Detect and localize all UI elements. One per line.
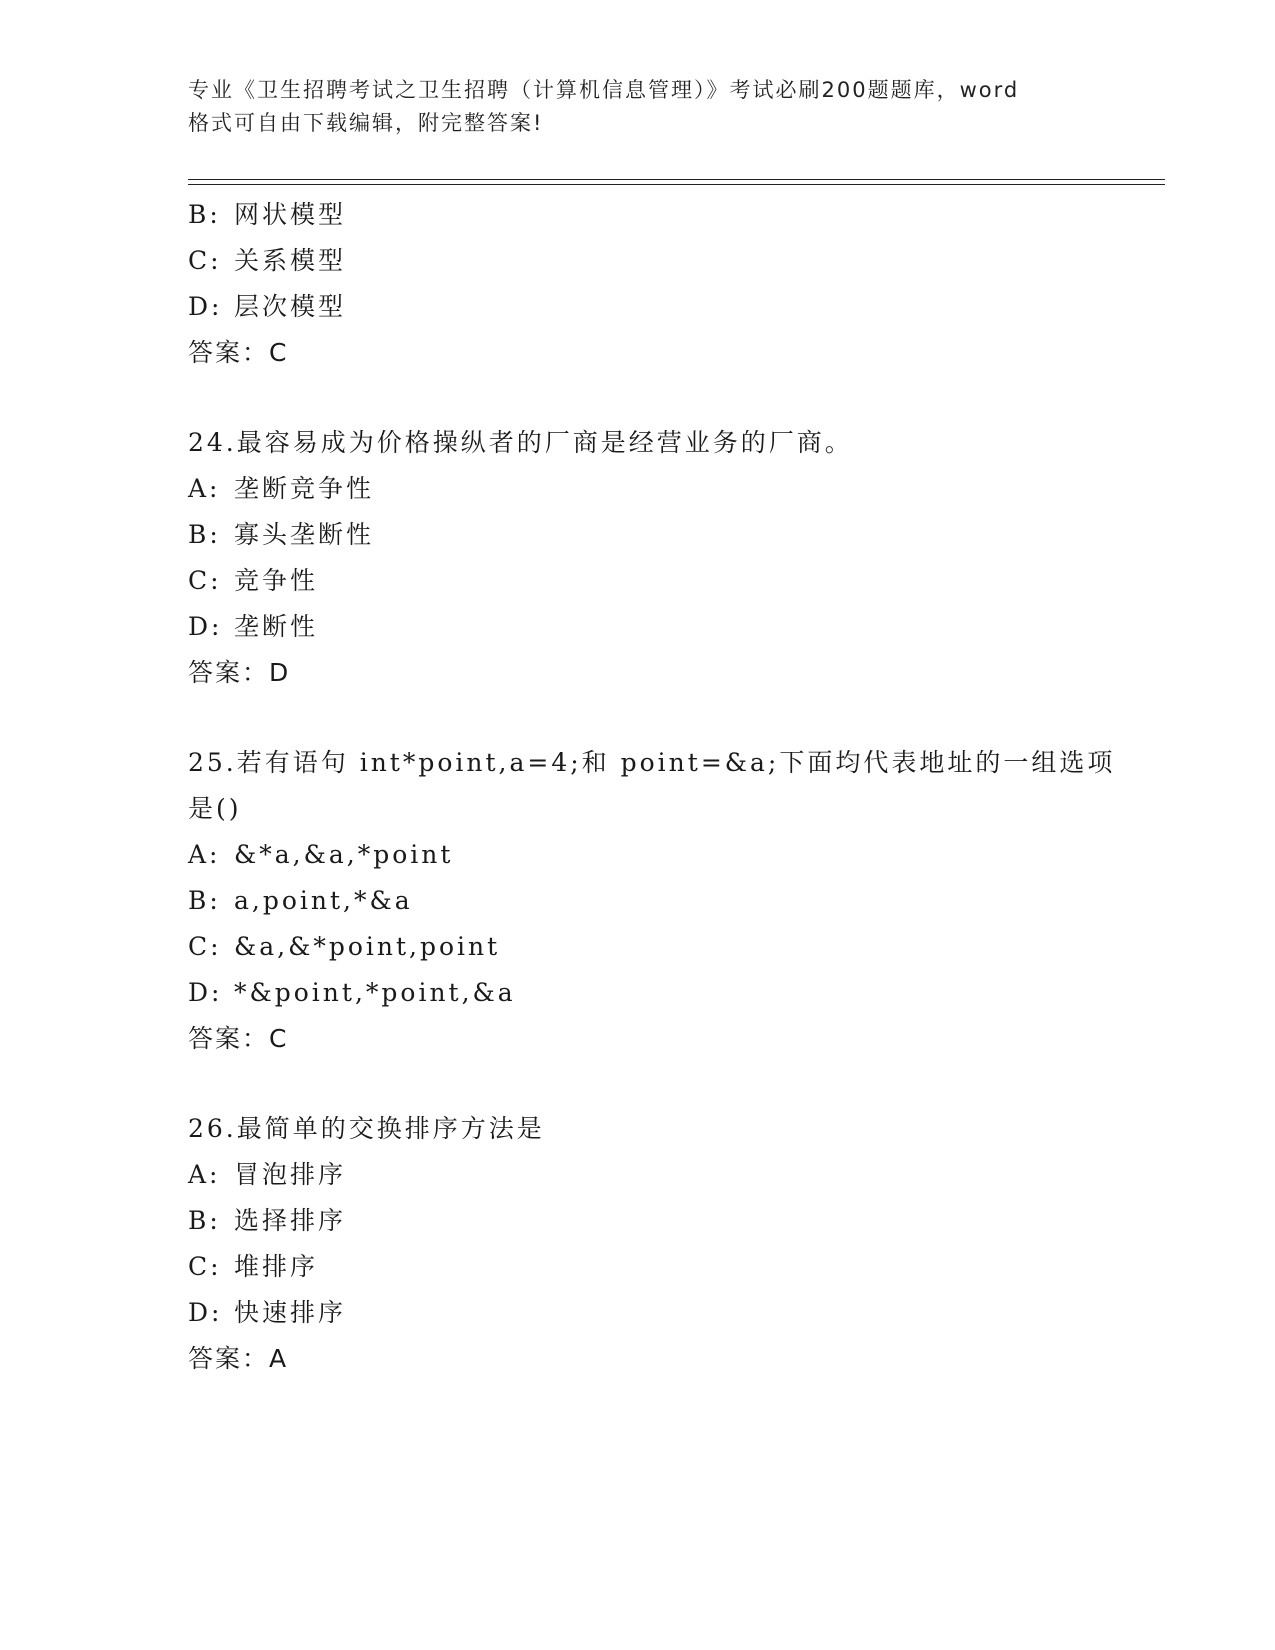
option-key: C: [188, 932, 222, 961]
option-key: B: [188, 520, 221, 549]
option-key: B: [188, 200, 221, 229]
option-text: 寡头垄断性 [234, 520, 375, 549]
question-text-line-2: 是() [188, 794, 242, 823]
option-b [188, 512, 1088, 558]
option-key: D: [188, 612, 223, 641]
option-d [188, 970, 1088, 1016]
option-d [188, 284, 1088, 330]
question-text: 26.最简单的交换排序方法是 [188, 1114, 545, 1143]
option-text: *&point,*point,&a [234, 978, 516, 1007]
option-key: D: [188, 292, 223, 321]
option-key: C: [188, 246, 222, 275]
option-text: 垄断竞争性 [234, 474, 375, 503]
option-text: 竞争性 [234, 566, 319, 595]
option-text: &a,&*point,point [234, 932, 501, 961]
option-text: 冒泡排序 [234, 1160, 347, 1189]
option-key: B: [188, 886, 221, 915]
option-text: 快速排序 [234, 1298, 347, 1327]
option-c [188, 558, 1088, 604]
question-block-25 [188, 740, 1116, 1062]
option-a [188, 1152, 1088, 1198]
option-text: 垄断性 [234, 612, 319, 641]
option-key: D: [188, 1298, 223, 1327]
question-text-line-1: 25.若有语句 int*point,a=4;和 point=&a;下面均代表地址的一组选项 [188, 748, 1116, 777]
option-text: 堆排序 [234, 1252, 319, 1281]
option-d [188, 1290, 1088, 1336]
question-block-26 [188, 1106, 1088, 1382]
option-d [188, 604, 1088, 650]
option-text: a,point,*&a [234, 886, 413, 915]
option-a [188, 832, 1088, 878]
option-a [188, 466, 1088, 512]
header-line-1: 专业《卫生招聘考试之卫生招聘（计算机信息管理）》考试必刷200题题库，word [188, 78, 1020, 102]
option-c [188, 1244, 1088, 1290]
question-block-24 [188, 420, 1088, 696]
question-list [188, 192, 1116, 1382]
option-key: D: [188, 978, 223, 1007]
header-line-2: 格式可自由下载编辑，附完整答案! [188, 111, 544, 135]
option-c [188, 924, 1088, 970]
answer: 答案：C [188, 1024, 289, 1053]
answer: 答案：A [188, 1344, 289, 1373]
option-key: C: [188, 566, 222, 595]
question-block-23 [188, 192, 1088, 376]
option-key: C: [188, 1252, 222, 1281]
option-key: B: [188, 1206, 221, 1235]
option-text: &*a,&a,*point [234, 840, 454, 869]
option-b [188, 878, 1088, 924]
option-key: A: [188, 840, 221, 869]
option-text: 关系模型 [234, 246, 347, 275]
option-text: 层次模型 [234, 292, 347, 321]
option-c [188, 238, 1088, 284]
option-text: 选择排序 [234, 1206, 347, 1235]
option-key: A: [188, 1160, 221, 1189]
header-divider-top [188, 179, 1165, 180]
option-text: 网状模型 [234, 200, 347, 229]
option-key: A: [188, 474, 221, 503]
option-b [188, 1198, 1088, 1244]
header-divider-bottom [188, 184, 1165, 185]
answer: 答案：D [188, 658, 291, 687]
answer: 答案：C [188, 338, 289, 367]
question-text: 24.最容易成为价格操纵者的厂商是经营业务的厂商。 [188, 428, 853, 457]
document-header [188, 74, 1088, 140]
option-b [188, 192, 1088, 238]
